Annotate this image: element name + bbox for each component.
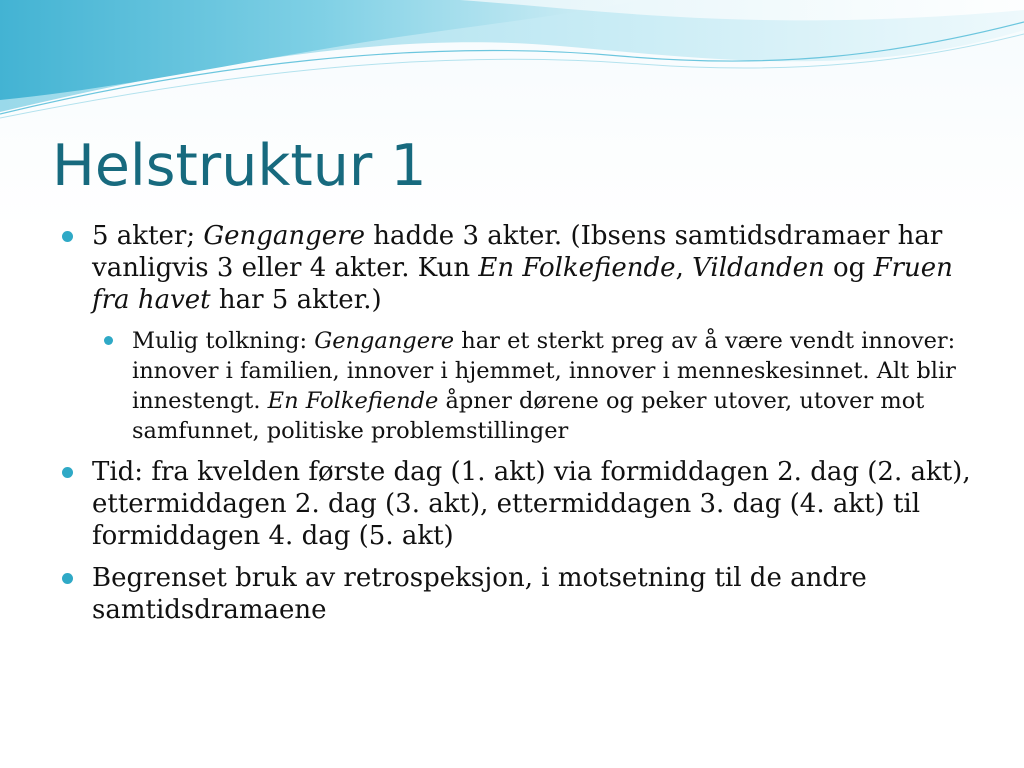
bullet-list (62, 220, 982, 636)
italic-title-text: Gengangere (314, 328, 455, 354)
sub-bullet-item (104, 326, 982, 446)
italic-title-text: En Folkefiende (267, 388, 439, 414)
bullet-text: 5 akter; (92, 221, 204, 251)
italic-title-text: Fruen fra havet (92, 253, 953, 315)
bullet-text: Begrenset bruk av retrospeksjon, i motsetning til de andre samtidsdramaene (92, 563, 867, 625)
bullet-text: Mulig tolkning: (132, 328, 315, 354)
italic-title-text: En Folkefiende (478, 253, 676, 283)
italic-title-text: Gengangere (203, 221, 365, 251)
bullet-text: har et sterkt preg av å være vendt innover: innover i familien, innover i hjemmet, innover i menneskesinnet. Alt blir innestengt. (132, 328, 956, 414)
decorative-wave-header (0, 0, 1024, 130)
bullet-item (62, 220, 982, 316)
bullet-text: og (824, 253, 874, 283)
bullet-item (62, 456, 982, 552)
bullet-item (62, 562, 982, 626)
bullet-dot-icon (104, 336, 113, 345)
bullet-text: hadde 3 akter. (Ibsens samtidsdramaer har vanligvis 3 eller 4 akter. Kun (92, 221, 943, 283)
bullet-text: , (675, 253, 693, 283)
bullet-dot-icon (62, 231, 73, 242)
bullet-text: åpner dørene og peker utover, utover mot samfunnet, politiske problemstillinger (132, 388, 925, 444)
bullet-dot-icon (62, 467, 73, 478)
bullet-text: har 5 akter.) (210, 285, 382, 315)
slide-title: Helstruktur 1 (52, 133, 427, 199)
bullet-text: Tid: fra kvelden første dag (1. akt) via formiddagen 2. dag (2. akt), ettermiddagen 2. dag (3. akt), ettermiddagen 3. dag (4. akt) til formiddagen 4. dag (5. akt) (92, 457, 971, 551)
bullet-dot-icon (62, 573, 73, 584)
italic-title-text: Vildanden (692, 253, 825, 283)
